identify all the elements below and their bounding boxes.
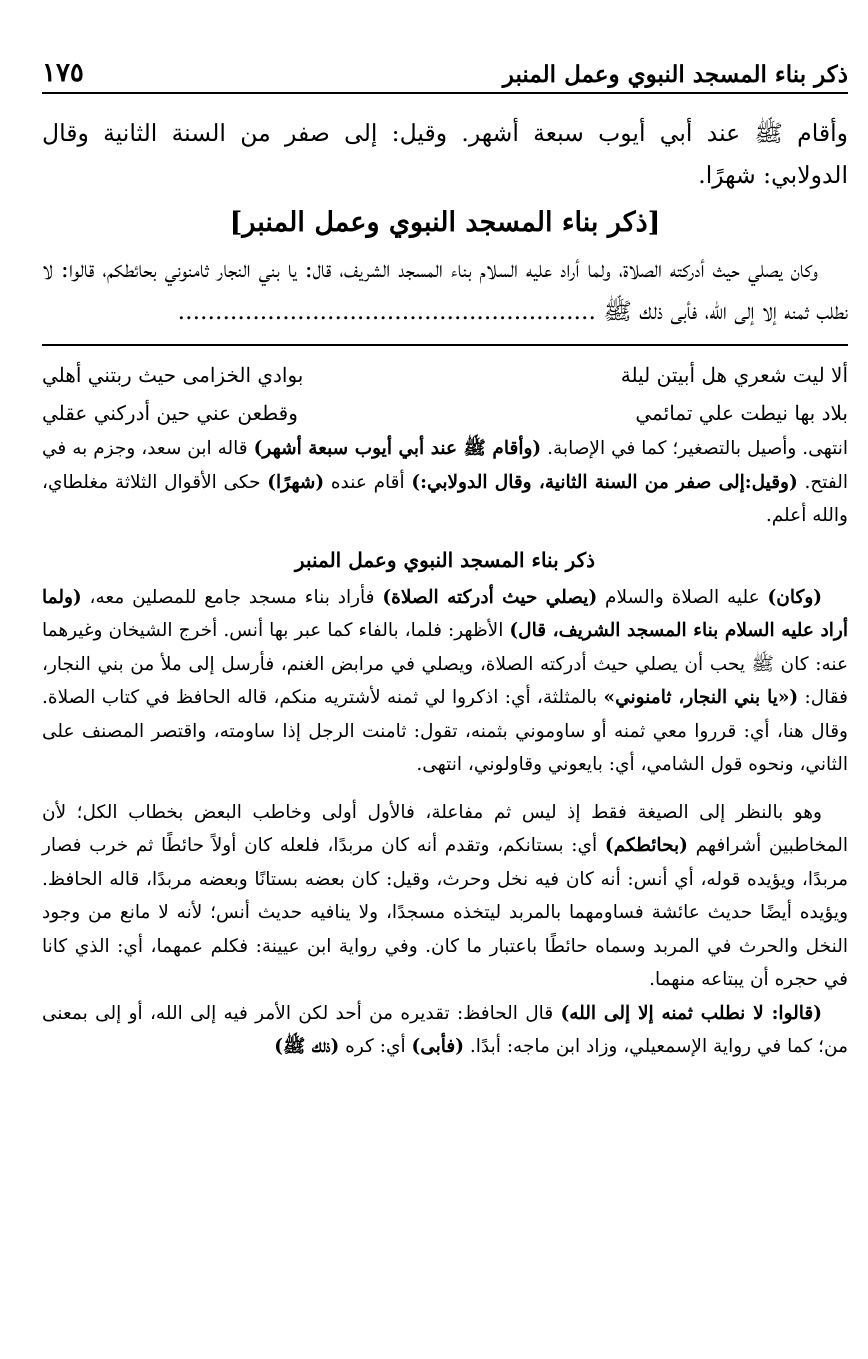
- quoted-matn: (فأبى): [411, 1036, 465, 1057]
- verse-1-second-hemistich: بوادي الخزامى حيث ربتني أهلي: [42, 363, 304, 387]
- verse-1-first-hemistich: ألا ليت شعري هل أبيتن ليلة: [620, 363, 848, 387]
- text-run: حكى الأقوال الثلاثة مغلطاي، والله أعلم.: [42, 471, 848, 526]
- commentary: [42, 356, 848, 1064]
- page-number: ١٧٥: [42, 58, 84, 88]
- main-paragraph-2: [42, 248, 848, 332]
- page-header: [42, 40, 848, 94]
- quoted-matn: (شهرًا): [267, 471, 325, 493]
- quoted-matn: (وقيل:إلى صفر من السنة الثانية، وقال الدولابي:): [411, 471, 798, 493]
- text-run: أقام عنده: [324, 471, 412, 493]
- verse-2-first-hemistich: بلاد بها نيطت علي تمائمي: [635, 401, 848, 425]
- verse-2: [42, 394, 848, 432]
- text-run: وهو بالنظر إلى الصيغة فقط إذ ليس ثم مفاعلة، فالأول أولى وخاطب البعض بخطاب الكل؛ لأن المخاطبين أشرافهم: [42, 801, 848, 856]
- text-run: فأراد بناء مسجد جامع للمصلين معه،: [81, 586, 383, 608]
- main-paragraph-2-text: وكان يصلي حيث أدركته الصلاة، ولما أراد عليه السلام بناء المسجد الشريف، قال: يا بني النجار ثامنوني بحائطكم، قالوا: لا نطلب ثمنه إلا إلى الله، فأبى ذلك ﷺ: [42, 255, 848, 325]
- text-run: أي: بستانكم، وتقدم أنه كان مربدًا، فلعله كان أولاً حائطًا ثم خرب فصار مربدًا، ويؤيده قوله، أي أنس: أنه كان فيه نخل وحرث، وقيل: كان بعضه بستانًا وبعضه مربدًا، قاله الحافظ. ويؤيده أيضًا حديث عائشة فساومهما بالمربد ليتخذه مسجدًا، ولا ينافيه حديث أنس؛ لأنه لا مانع من وجود النخل والحرث في المربد وسماه حائطًا باعتبار ما كان. وفي رواية ابن عيينة: فكلم عمهما، أي: الذي كانا في حجره أن يبتاعه منهما.: [42, 835, 848, 990]
- text-run: عليه الصلاة والسلام: [597, 586, 768, 608]
- commentary-paragraph-2: [42, 581, 848, 782]
- quoted-matn: (قالوا: لا نطلب ثمنه إلا إلى الله): [560, 1002, 822, 1024]
- main-heading: [ذكر بناء المسجد النبوي وعمل المنبر]: [229, 207, 661, 238]
- verse-2-second-hemistich: وقطعن عني حين أدركني عقلي: [42, 401, 298, 425]
- quoted-matn: (بحائطكم): [604, 835, 688, 856]
- main-text: [42, 112, 848, 332]
- verse-1: [42, 356, 848, 394]
- text-run: الأظهر: فلما، بالفاء كما عبر بها أنس. أخرج الشيخان وغيرهما عنه: كان ﷺ يحب أن يصلي حيث أدركته الصلاة، ويصلي في مرابض الغنم، فأرسل إلى ملأ من بني النجار، فقال:: [42, 620, 848, 708]
- commentary-heading: ذكر بناء المسجد النبوي وعمل المنبر: [294, 547, 596, 572]
- commentary-paragraph-4: [42, 997, 848, 1064]
- poem-verses: [42, 356, 848, 432]
- ellipsis-dots: ........................................................: [177, 297, 596, 325]
- quoted-matn: (وأقام ﷺ عند أبي أيوب سبعة أشهر): [253, 438, 542, 459]
- commentary-paragraph-3: [42, 796, 848, 997]
- quoted-matn: (يصلي حيث أدركته الصلاة): [382, 586, 598, 608]
- text-run: انتهى. وأصيل بالتصغير؛ كما في الإصابة.: [541, 438, 848, 459]
- text-run: بالمثلثة، أي: اذكروا لي ثمنه لأشتريه منكم، قاله الحافظ في كتاب الصلاة. وقال هنا، أي: قرروا معي ثمنه أو ساوموني بثمنه، تقول: ثامنت الرجل إذا ساومته، واقتصر المصنف على الثاني، ونحوه قول الشامي، أي: بايعوني وقاولوني، انتهى.: [42, 687, 848, 775]
- footnote-divider: [42, 344, 848, 346]
- quoted-matn: (وكان): [767, 586, 823, 608]
- text-run: قال الحافظ: تقديره من أحد لكن الأمر فيه إلى الله، أو إلى بمعنى من؛ كما في رواية الإسمعيلي، وزاد ابن ماجه: أبدًا.: [42, 1002, 848, 1057]
- quoted-matn: (ذلك ﷺ): [274, 1036, 340, 1057]
- book-page: [42, 40, 848, 1064]
- quoted-matn: («يا بني النجار، ثامنوني»: [603, 687, 799, 708]
- text-run: قاله ابن سعد، وجزم به في الفتح.: [42, 438, 848, 493]
- running-title: ذكر بناء المسجد النبوي وعمل المنبر: [502, 61, 848, 88]
- main-paragraph-1: وأقام ﷺ عند أبي أيوب سبعة أشهر. وقيل: إلى صفر من السنة الثانية وقال الدولابي: شهرًا.: [42, 119, 848, 189]
- commentary-paragraph-1: [42, 432, 848, 533]
- text-run: أي: كره: [339, 1036, 412, 1057]
- quoted-matn: (ولما أراد عليه السلام بناء المسجد الشريف، قال): [42, 586, 848, 641]
